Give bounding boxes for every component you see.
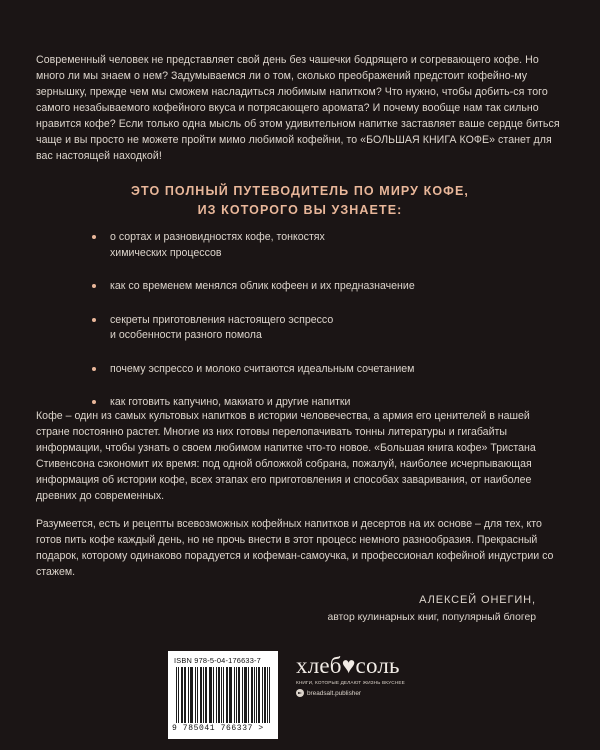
- barcode-bar: [211, 667, 212, 723]
- barcode-bar: [213, 667, 214, 723]
- barcode-bar: [223, 667, 224, 723]
- barcode-bar: [191, 667, 192, 723]
- headline-line-1: ЭТО ПОЛНЫЙ ПУТЕВОДИТЕЛЬ ПО МИРУ КОФЕ,: [131, 184, 469, 198]
- publisher-logo: хлеб♥соль: [296, 653, 400, 678]
- list-item: [92, 279, 522, 295]
- telegram-icon: [296, 689, 304, 697]
- barcode-bar: [262, 667, 263, 723]
- barcode-bar: [251, 667, 252, 723]
- list-item-label: почему эспрессо и молоко считаются идеальным сочетанием: [110, 362, 415, 375]
- barcode-bar: [203, 667, 204, 723]
- author-signature: [327, 592, 536, 626]
- barcode-bar: [216, 667, 217, 723]
- barcode-bar: [234, 667, 235, 723]
- list-item-label: о сортах и разновидностях кофе, тонкостях химических процессов: [110, 231, 325, 259]
- barcode-bar: [209, 667, 210, 723]
- barcode-bar: [246, 667, 247, 723]
- barcode-bar: [244, 667, 245, 723]
- publisher-site-label: breadsalt.publisher: [307, 689, 361, 697]
- barcode-bar: [184, 667, 185, 723]
- guide-headline: [0, 182, 600, 220]
- barcode-bar: [182, 667, 183, 723]
- bullet-dot-icon: [92, 235, 96, 239]
- topics-list: [92, 230, 522, 411]
- barcode-digits: 9 785041 766337 >: [172, 724, 264, 733]
- barcode-bar: [231, 667, 232, 723]
- bullet-dot-icon: [92, 284, 96, 288]
- list-item-label: секреты приготовления настоящего эспрессо и особенности разного помола: [110, 313, 334, 341]
- barcode-bar: [236, 667, 237, 723]
- barcode-bar: [265, 667, 266, 723]
- barcode-bar: [269, 667, 270, 723]
- publisher-site: [296, 689, 406, 697]
- barcode-bar: [258, 667, 259, 723]
- barcode-bar: [188, 667, 189, 723]
- barcode-bar: [197, 667, 198, 723]
- intro-paragraph: Современный человек не представляет свой день без чашечки бодрящего и согревающего кофе. Но много ли мы знаем о нем? Задумываемся ли о том, сколько преображений предстоит кофейно-му зернышку, прежде чем мы сможем насладиться любимым напитком? Что нужно, чтобы добить-ся того самого незабываемого кофейного вкуса и потрясающего аромата? И почему вообще нам так сильно нравится кофе? Если только одна мысль об этом удивительном напитке заставляет ваше сердце биться чаще и вы просто не можете пройти мимо любимой кофейни, то «БОЛЬШАЯ КНИГА КОФЕ» станет для вас настоящей находкой!: [36, 54, 560, 162]
- bullet-dot-icon: [92, 400, 96, 404]
- barcode-bar: [264, 667, 265, 723]
- list-item-label: как со временем менялся облик кофеен и их предназначение: [110, 280, 415, 292]
- list-item: [92, 313, 522, 344]
- barcode-bar: [221, 667, 222, 723]
- barcode-bar: [267, 667, 268, 723]
- barcode-bar: [200, 667, 201, 723]
- barcode-bar: [230, 667, 231, 723]
- barcode-bar: [229, 667, 230, 723]
- barcode-bar: [259, 667, 260, 723]
- barcode-bar: [181, 667, 182, 723]
- barcode-icon: [176, 667, 270, 723]
- isbn-barcode: [168, 651, 278, 739]
- barcode-bar: [219, 667, 220, 723]
- barcode-bar: [210, 667, 211, 723]
- barcode-bar: [195, 667, 196, 723]
- barcode-bar: [185, 667, 186, 723]
- barcode-bar: [252, 667, 253, 723]
- description-paragraph: Кофе – один из самых культовых напитков в истории человечества, а армия его ценителей в нашей стране постоянно растет. Многие из них готовы перелопачивать тонны литературы и гигабайты информации, чтобы узнать о своем любимом напитке что-то новое. «Большая книга кофе» Тристана Стивенсона сэкономит их время: под одной обложкой собрана, пожалуй, наиболее исчерпывающая информация об истории кофе, всех этапах его приготовления и способах заваривания, от наиболее древних до современных.: [36, 410, 536, 502]
- barcode-bar: [227, 667, 228, 723]
- barcode-bar: [190, 667, 191, 723]
- author-name: АЛЕКСЕЙ ОНЕГИН,: [419, 594, 536, 606]
- headline-line-2: ИЗ КОТОРОГО ВЫ УЗНАЕТЕ:: [197, 203, 403, 217]
- bullet-dot-icon: [92, 318, 96, 322]
- barcode-bar: [238, 667, 239, 723]
- barcode-bar: [226, 667, 227, 723]
- recipes-paragraph: Разумеется, есть и рецепты всевозможных кофейных напитков и десертов на их основе – для тех, кто готов пить кофе каждый день, но не прочь внести в этот процесс немного разнообразия. Прекрасный подарок, которому одинаково порадуется и кофеман-самоучка, и профессионал кофейной индустрии со стажем.: [36, 518, 554, 578]
- list-item: [92, 362, 522, 378]
- isbn-text: ISBN 978-5-04-176633-7: [174, 656, 261, 665]
- barcode-bar: [256, 667, 257, 723]
- barcode-bar: [242, 667, 243, 723]
- barcode-bar: [201, 667, 202, 723]
- barcode-bar: [205, 667, 206, 723]
- publisher-tagline: КНИГИ, КОТОРЫЕ ДЕЛАЮТ ЖИЗНЬ ВКУСНЕЕ: [296, 680, 405, 685]
- barcode-bar: [248, 667, 249, 723]
- barcode-bar: [176, 667, 177, 723]
- barcode-bar: [178, 667, 179, 723]
- barcode-bar: [192, 667, 193, 723]
- list-item-label: как готовить капучино, макиато и другие напитки: [110, 396, 351, 408]
- publisher-block: [296, 654, 406, 714]
- bullet-dot-icon: [92, 367, 96, 371]
- barcode-bar: [218, 667, 219, 723]
- barcode-bar: [245, 667, 246, 723]
- author-role: автор кулинарных книг, популярный блогер: [327, 612, 536, 623]
- barcode-bar: [239, 667, 240, 723]
- barcode-bar: [254, 667, 255, 723]
- list-item: [92, 230, 522, 261]
- barcode-bar: [206, 667, 207, 723]
